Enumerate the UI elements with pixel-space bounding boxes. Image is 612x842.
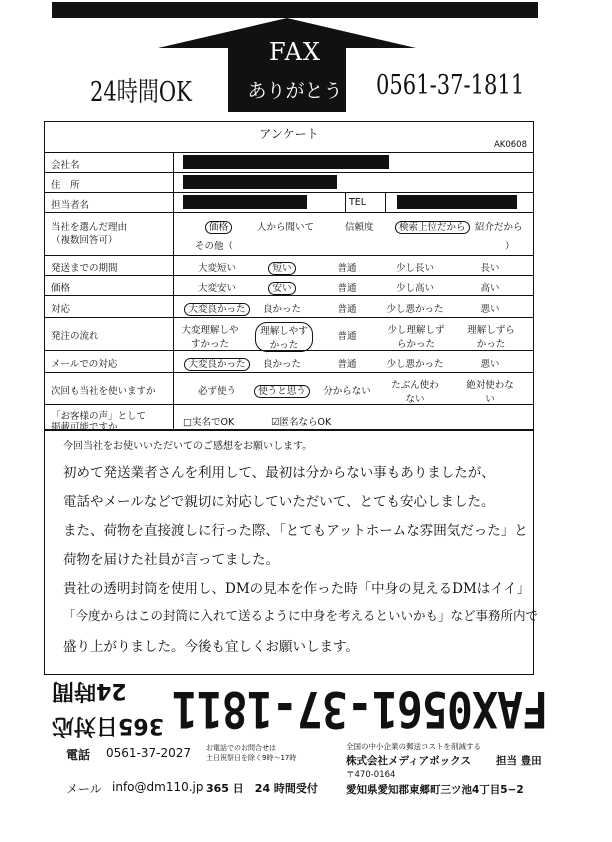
- contact-label: 担当者名: [51, 200, 90, 211]
- row-label-shipping: 発送までの期間: [51, 263, 118, 274]
- company-label: 会社名: [51, 160, 80, 171]
- service-opt-1[interactable]: 大変良かった: [184, 303, 249, 316]
- banner-fax-number: FAX0561-37-1811: [172, 680, 548, 738]
- flow-opt-3[interactable]: 普通: [337, 331, 357, 342]
- company-redacted: [183, 155, 389, 169]
- footer-mail-note: 365 日 24 時間受付: [206, 782, 318, 795]
- comment-line-5: 貴社の透明封筒を使用し、DMの見本を作った時「中身の見えるDMはイイ」: [63, 581, 531, 597]
- voice-label-sub: 掲載可能ですか: [51, 422, 118, 433]
- comment-line-1: 初めて発送業者さんを利用して、最初は分からない事もありましたが、: [63, 465, 495, 481]
- footer-company: 株式会社メディアボックス: [346, 755, 472, 767]
- reason-other: その他（: [195, 241, 234, 252]
- return-opt-5[interactable]: 絶対使わない: [466, 380, 514, 405]
- comments-prompt: 今回当社をお使いいただいてのご感想をお願いします。: [63, 441, 313, 452]
- fax-title: FAX: [269, 38, 321, 66]
- reason-option-search[interactable]: 検索上位だから: [395, 221, 470, 234]
- service-opt-5[interactable]: 悪い: [480, 304, 500, 315]
- tel-label: TEL: [349, 197, 367, 208]
- footer-postal: 〒470-0164: [346, 770, 396, 780]
- row-label-email: メールでの対応: [51, 359, 118, 370]
- hours-text: 24時間OK: [90, 77, 192, 108]
- price-opt-2[interactable]: 安い: [268, 282, 295, 295]
- upside-down-banner: [48, 676, 548, 738]
- shipping-opt-4[interactable]: 少し長い: [395, 263, 434, 274]
- service-opt-2[interactable]: 良かった: [262, 304, 301, 315]
- price-opt-4[interactable]: 少し高い: [395, 283, 434, 294]
- reason-option-trust[interactable]: 信頼度: [345, 222, 374, 233]
- email-opt-2[interactable]: 良かった: [262, 359, 301, 370]
- voice-label: 「お客様の声」として: [51, 411, 147, 422]
- reason-option-referral[interactable]: 人から聞いて: [257, 222, 315, 233]
- shipping-opt-1[interactable]: 大変短い: [197, 263, 236, 274]
- flow-opt-5[interactable]: 理解しずらかった: [467, 325, 515, 350]
- row-label-service: 対応: [51, 304, 71, 315]
- comment-line-4: 荷物を届けた社員が言ってました。: [63, 552, 279, 568]
- tel-redacted: [397, 195, 517, 209]
- footer-tagline: 全国の中小企業の郵送コストを削減する: [346, 742, 481, 751]
- comment-line-6: 「今度からはこの封筒に入れて送るように中身を考えるといいかも」など事務所内で: [63, 608, 539, 623]
- footer-note-1: お電話でのお問合せは: [206, 744, 276, 752]
- flow-opt-1[interactable]: 大変理解しやすかった: [181, 325, 239, 350]
- return-opt-4[interactable]: たぶん使わない: [391, 380, 439, 405]
- reason-label: 当社を選んだ理由: [51, 222, 128, 233]
- row-label-return: 次回も当社を使いますか: [51, 386, 156, 397]
- comment-line-2: 電話やメールなどで親切に対応していただいて、とても安心しました。: [63, 494, 495, 510]
- footer-contact: 担当 豊田: [496, 755, 542, 767]
- email-opt-5[interactable]: 悪い: [480, 359, 500, 370]
- footer-address: 愛知県愛知郡東郷町三ツ池4丁目5−2: [346, 784, 524, 796]
- footer-note-2: 土日祝祭日を除く9時～17時: [206, 754, 297, 762]
- footer-tel-label: 電話: [66, 748, 91, 762]
- contact-redacted: [183, 195, 307, 209]
- footer-mail-label: メール: [66, 782, 102, 796]
- return-opt-3[interactable]: 分からない: [323, 386, 371, 397]
- footer-tel[interactable]: 0561-37-2027: [106, 746, 192, 760]
- address-redacted: [183, 175, 337, 189]
- row-label-price: 価格: [51, 283, 71, 294]
- service-opt-3[interactable]: 普通: [337, 304, 357, 315]
- banner-365: 365日対応: [52, 713, 164, 738]
- fax-subtitle: ありがとう: [247, 80, 343, 102]
- comment-line-3: また、荷物を直接渡しに行った際、「とてもアットホームな雰囲気だった」と: [63, 523, 528, 539]
- comment-line-7: 盛り上がりました。今後も宜しくお願いします。: [63, 639, 359, 655]
- service-opt-4[interactable]: 少し悪かった: [386, 304, 444, 315]
- fax-number: 0561-37-1811: [376, 70, 525, 101]
- price-opt-3[interactable]: 普通: [337, 283, 357, 294]
- reason-option-introduction[interactable]: 紹介だから: [475, 222, 523, 233]
- top-black-bar: [52, 2, 538, 18]
- reason-option-price[interactable]: 価格: [205, 221, 232, 234]
- price-opt-1[interactable]: 大変安い: [197, 283, 236, 294]
- shipping-opt-5[interactable]: 長い: [480, 263, 500, 274]
- reason-other-close: ）: [505, 241, 515, 252]
- address-label: 住 所: [51, 180, 80, 191]
- price-opt-5[interactable]: 高い: [480, 283, 500, 294]
- return-opt-1[interactable]: 必ず使う: [197, 386, 236, 397]
- flow-opt-4[interactable]: 少し理解しずらかった: [387, 325, 445, 350]
- shipping-opt-3[interactable]: 普通: [337, 263, 357, 274]
- voice-real-name-option[interactable]: □実名でOK: [183, 417, 235, 428]
- row-label-flow: 発注の流れ: [51, 331, 99, 342]
- form-title: アンケート: [259, 127, 319, 141]
- email-opt-1[interactable]: 大変良かった: [184, 358, 249, 371]
- footer-mail[interactable]: info@dm110.jp: [112, 780, 204, 794]
- reason-label-sub: （複数回答可）: [51, 235, 118, 246]
- return-opt-2[interactable]: 使うと思う: [254, 385, 310, 398]
- comments-box: [44, 430, 539, 675]
- email-opt-3[interactable]: 普通: [337, 359, 357, 370]
- banner-24h: 24時間: [52, 678, 127, 703]
- flow-opt-2[interactable]: 理解しやすかった: [255, 322, 313, 352]
- email-opt-4[interactable]: 少し悪かった: [386, 359, 444, 370]
- shipping-opt-2[interactable]: 短い: [268, 262, 295, 275]
- questionnaire-form: [44, 121, 534, 433]
- voice-anonymous-option[interactable]: ☑匿名ならOK: [271, 417, 332, 428]
- form-code: AK0608: [493, 140, 527, 150]
